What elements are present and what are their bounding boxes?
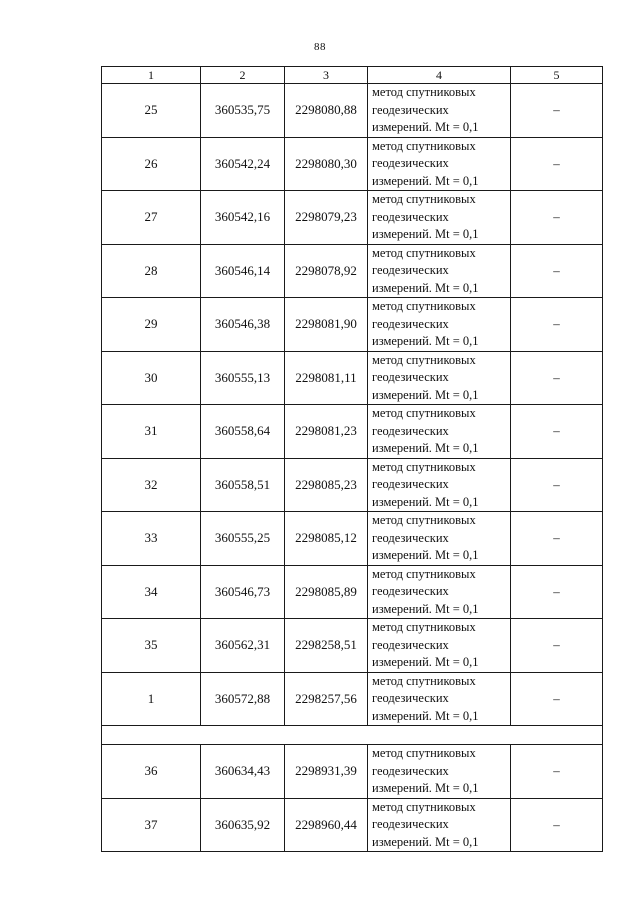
point-number-cell: 36 [102,745,201,799]
separator-cell [102,726,603,745]
method-line: геодезических [372,817,449,831]
method-line: геодезических [372,370,449,384]
method-line: геодезических [372,156,449,170]
method-cell [368,84,511,138]
method-cell [368,191,511,245]
method-line: метод спутниковых [372,673,476,688]
table-row [102,672,603,726]
note-cell: – [511,458,603,512]
method-line: измерений. Mt = 0,1 [372,173,479,188]
point-number-cell: 27 [102,191,201,245]
method-line: метод спутниковых [372,459,476,474]
method-cell [368,298,511,352]
method-line: измерений. Mt = 0,1 [372,781,479,795]
table-row [102,798,603,852]
method-line: измерений. Mt = 0,1 [372,441,479,455]
point-number-cell: 1 [102,672,201,726]
table-row [102,351,603,405]
method-line: геодезических [372,477,449,491]
method-cell [368,244,511,298]
column-header: 2 [201,67,285,84]
point-number-cell: 31 [102,405,201,459]
point-number-cell: 37 [102,798,201,852]
method-cell [368,619,511,673]
method-line: геодезических [372,691,449,705]
x-coordinate-cell: 360555,13 [201,351,285,405]
method-cell [368,798,511,852]
column-header: 5 [511,67,603,84]
y-coordinate-cell: 2298078,92 [285,244,368,298]
method-line: геодезических [372,209,449,224]
note-cell: – [511,565,603,619]
method-line: метод спутниковых [372,85,476,99]
table-row [102,298,603,352]
method-line: геодезических [372,584,449,598]
y-coordinate-cell: 2298081,90 [285,298,368,352]
method-line: геодезических [372,530,449,545]
point-number-cell: 28 [102,244,201,298]
column-header: 1 [102,67,201,84]
note-cell: – [511,619,603,673]
method-line: геодезических [372,263,449,277]
column-header: 4 [368,67,511,84]
point-number-cell: 35 [102,619,201,673]
method-line: геодезических [372,763,449,778]
x-coordinate-cell: 360555,25 [201,512,285,566]
point-number-cell: 29 [102,298,201,352]
x-coordinate-cell: 360635,92 [201,798,285,852]
x-coordinate-cell: 360562,31 [201,619,285,673]
method-line: метод спутниковых [372,799,476,814]
method-line: метод спутниковых [372,352,476,367]
note-cell: – [511,298,603,352]
y-coordinate-cell: 2298080,30 [285,137,368,191]
point-number-cell: 33 [102,512,201,566]
note-cell: – [511,405,603,459]
method-cell [368,565,511,619]
point-number-cell: 32 [102,458,201,512]
page-number: 88 [314,41,326,53]
y-coordinate-cell: 2298080,88 [285,84,368,138]
table-body [102,84,603,852]
method-line: геодезических [372,316,449,331]
note-cell: – [511,84,603,138]
table-row [102,512,603,566]
table-header-row [102,67,603,84]
y-coordinate-cell: 2298960,44 [285,798,368,852]
method-line: метод спутниковых [372,620,476,634]
y-coordinate-cell: 2298085,89 [285,565,368,619]
x-coordinate-cell: 360634,43 [201,745,285,799]
note-cell: – [511,244,603,298]
method-line: измерений. Mt = 0,1 [372,280,479,295]
point-number-cell: 25 [102,84,201,138]
method-line: метод спутниковых [372,299,476,313]
x-coordinate-cell: 360546,38 [201,298,285,352]
method-line: метод спутниковых [372,138,476,153]
x-coordinate-cell: 360542,24 [201,137,285,191]
x-coordinate-cell: 360558,51 [201,458,285,512]
table-row [102,405,603,459]
table-row [102,745,603,799]
method-cell [368,458,511,512]
x-coordinate-cell: 360546,73 [201,565,285,619]
y-coordinate-cell: 2298085,12 [285,512,368,566]
y-coordinate-cell: 2298081,23 [285,405,368,459]
note-cell: – [511,137,603,191]
y-coordinate-cell: 2298085,23 [285,458,368,512]
method-line: измерений. Mt = 0,1 [372,334,479,348]
y-coordinate-cell: 2298258,51 [285,619,368,673]
point-number-cell: 26 [102,137,201,191]
method-line: измерений. Mt = 0,1 [372,387,479,402]
method-line: геодезических [372,637,449,652]
y-coordinate-cell: 2298079,23 [285,191,368,245]
note-cell: – [511,745,603,799]
method-cell [368,351,511,405]
x-coordinate-cell: 360558,64 [201,405,285,459]
note-cell: – [511,191,603,245]
method-line: измерений. Mt = 0,1 [372,834,479,849]
table-row [102,84,603,138]
table-row [102,137,603,191]
column-header: 3 [285,67,368,84]
x-coordinate-cell: 360542,16 [201,191,285,245]
method-line: метод спутниковых [372,513,476,527]
method-cell [368,512,511,566]
method-line: измерений. Mt = 0,1 [372,601,479,616]
method-line: измерений. Mt = 0,1 [372,120,479,134]
method-line: метод спутниковых [372,245,476,260]
coordinates-table [101,66,603,852]
y-coordinate-cell: 2298257,56 [285,672,368,726]
table-row [102,619,603,673]
method-cell [368,672,511,726]
point-number-cell: 30 [102,351,201,405]
method-line: метод спутниковых [372,746,476,760]
method-cell [368,405,511,459]
table-row [102,191,603,245]
method-line: измерений. Mt = 0,1 [372,227,479,241]
note-cell: – [511,512,603,566]
point-number-cell: 34 [102,565,201,619]
method-line: метод спутниковых [372,192,476,206]
method-cell [368,745,511,799]
note-cell: – [511,798,603,852]
method-line: измерений. Mt = 0,1 [372,548,479,562]
method-line: измерений. Mt = 0,1 [372,494,479,509]
method-line: геодезических [372,102,449,117]
method-line: измерений. Mt = 0,1 [372,708,479,723]
x-coordinate-cell: 360535,75 [201,84,285,138]
x-coordinate-cell: 360572,88 [201,672,285,726]
method-line: измерений. Mt = 0,1 [372,655,479,669]
note-cell: – [511,351,603,405]
separator-row [102,726,603,745]
method-line: метод спутниковых [372,566,476,581]
note-cell: – [511,672,603,726]
method-line: геодезических [372,423,449,438]
x-coordinate-cell: 360546,14 [201,244,285,298]
table-row [102,458,603,512]
table-row [102,565,603,619]
table-row [102,244,603,298]
y-coordinate-cell: 2298931,39 [285,745,368,799]
y-coordinate-cell: 2298081,11 [285,351,368,405]
method-line: метод спутниковых [372,406,476,420]
method-cell [368,137,511,191]
